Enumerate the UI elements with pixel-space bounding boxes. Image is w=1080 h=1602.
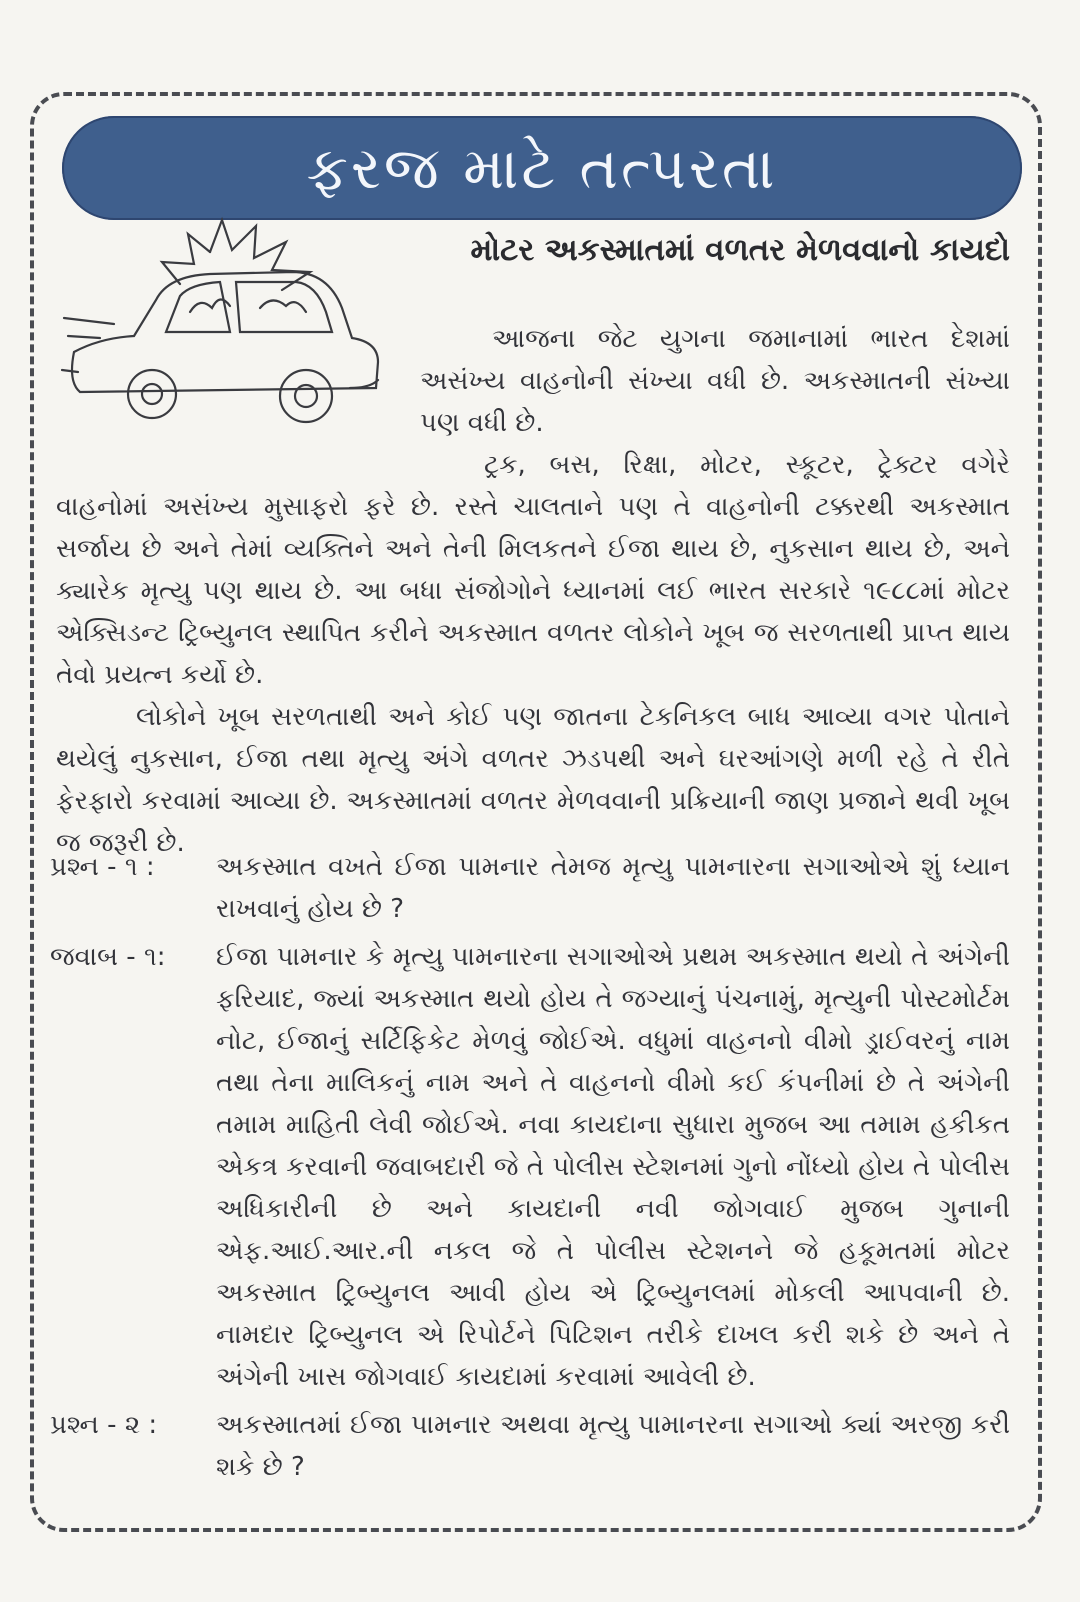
answer-1-label: જવાબ - ૧: <box>50 942 166 972</box>
question-1-text: અકસ્માત વખતે ઈજા પામનાર તેમજ મૃત્યુ પામનારના સગાઓએ શું ધ્યાન રાખવાનું હોય છે ? <box>216 852 1010 924</box>
banner-title: ફરજ માટે તત્પરતા <box>306 133 778 202</box>
article-subtitle: મોટર અકસ્માતમાં વળતર મેળવવાનો કાયદો <box>470 232 1010 268</box>
paragraph-vehicles: ટ્રક, બસ, રિક્ષા, મોટર, સ્કૂટર, ટ્રેક્ટર વગેરે વાહનોમાં અસંખ્ય મુસાફરો ફરે છે. રસ્તે ચાલતાને પણ તે વાહનોની ટક્કરથી અકસ્માત સર્જાય છે અને તેમાં વ્યક્તિને અને તેની મિલકતને ઈજા થાય છે, નુકસાન થાય છે, અને ક્યારેક મૃત્યુ પણ થાય છે. આ બધા સંજોગોને ધ્યાનમાં લઈ ભારત સરકારે ૧૯૮૮માં મોટર એક્સિડન્ટ ટ્રિબ્યુનલ સ્થાપિત કરીને અકસ્માત વળતર લોકોને ખૂબ જ સરળતાથી પ્રાપ્ત થાય તેવો પ્રયત્ન કર્યો છે. <box>56 450 1010 690</box>
answer-1 <box>50 936 1010 1398</box>
question-2 <box>50 1404 1010 1488</box>
question-2-label: પ્રશ્ન - ૨ : <box>50 1410 158 1440</box>
question-2-text: અકસ્માતમાં ઈજા પામનાર અથવા મૃત્યુ પામાનરના સગાઓ ક્યાં અરજી કરી શકે છે ? <box>216 1410 1010 1482</box>
question-1 <box>50 846 1010 930</box>
car-accident-illustration <box>60 212 390 430</box>
intro-paragraph: આજના જેટ યુગના જમાનામાં ભારત દેશમાં અસંખ્ય વાહનોની સંખ્યા વધી છે. અકસ્માતની સંખ્યા પણ વધી છે. <box>420 324 1010 438</box>
paragraph-compensation: લોકોને ખૂબ સરળતાથી અને કોઈ પણ જાતના ટેકનિકલ બાધ આવ્યા વગર પોતાને થયેલું નુકસાન, ઈજા તથા મૃત્યુ અંગે વળતર ઝડપથી અને ઘરઆંગણે મળી રહે તે રીતે ફેરફારો કરવામાં આવ્યા છે. અકસ્માતમાં વળતર મેળવવાની પ્રક્રિયાની જાણ પ્રજાને થવી ખૂબ જ જરૂરી છે. <box>56 702 1010 858</box>
question-1-label: પ્રશ્ન - ૧ : <box>50 852 155 882</box>
title-banner <box>62 116 1022 220</box>
answer-1-text: ઈજા પામનાર કે મૃત્યુ પામનારના સગાઓએ પ્રથમ અકસ્માત થયો તે અંગેની ફરિયાદ, જ્યાં અકસ્માત થયો હોય તે જગ્યાનું પંચનામું, મૃત્યુની પોસ્ટમોર્ટમ નોટ, ઈજાનું સર્ટિફિકેટ મેળવું જોઈએ. વધુમાં વાહનનો વીમો ડ્રાઈવરનું નામ તથા તેના માલિકનું નામ અને તે વાહનનો વીમો કઈ કંપનીમાં છે તે અંગેની તમામ માહિતી લેવી જોઈએ. નવા કાયદાના સુધારા મુજબ આ તમામ હકીકત એકત્ર કરવાની જવાબદારી જે તે પોલીસ સ્ટેશનમાં ગુનો નોંધ્યો હોય તે પોલીસ અધિકારીની છે અને કાયદાની નવી જોગવાઈ મુજબ ગુનાની એફ.આઈ.આર.ની નકલ જે તે પોલીસ સ્ટેશનને જે હકૂમતમાં મોટર અકસ્માત ટ્રિબ્યુનલ આવી હોય એ ટ્રિબ્યુનલમાં મોકલી આપવાની છે. નામદાર ટ્રિબ્યુનલ એ રિપોર્ટને પિટિશન તરીકે દાખલ કરી શકે છે અને તે અંગેની ખાસ જોગવાઈ કાયદામાં કરવામાં આવેલી છે. <box>216 942 1010 1392</box>
